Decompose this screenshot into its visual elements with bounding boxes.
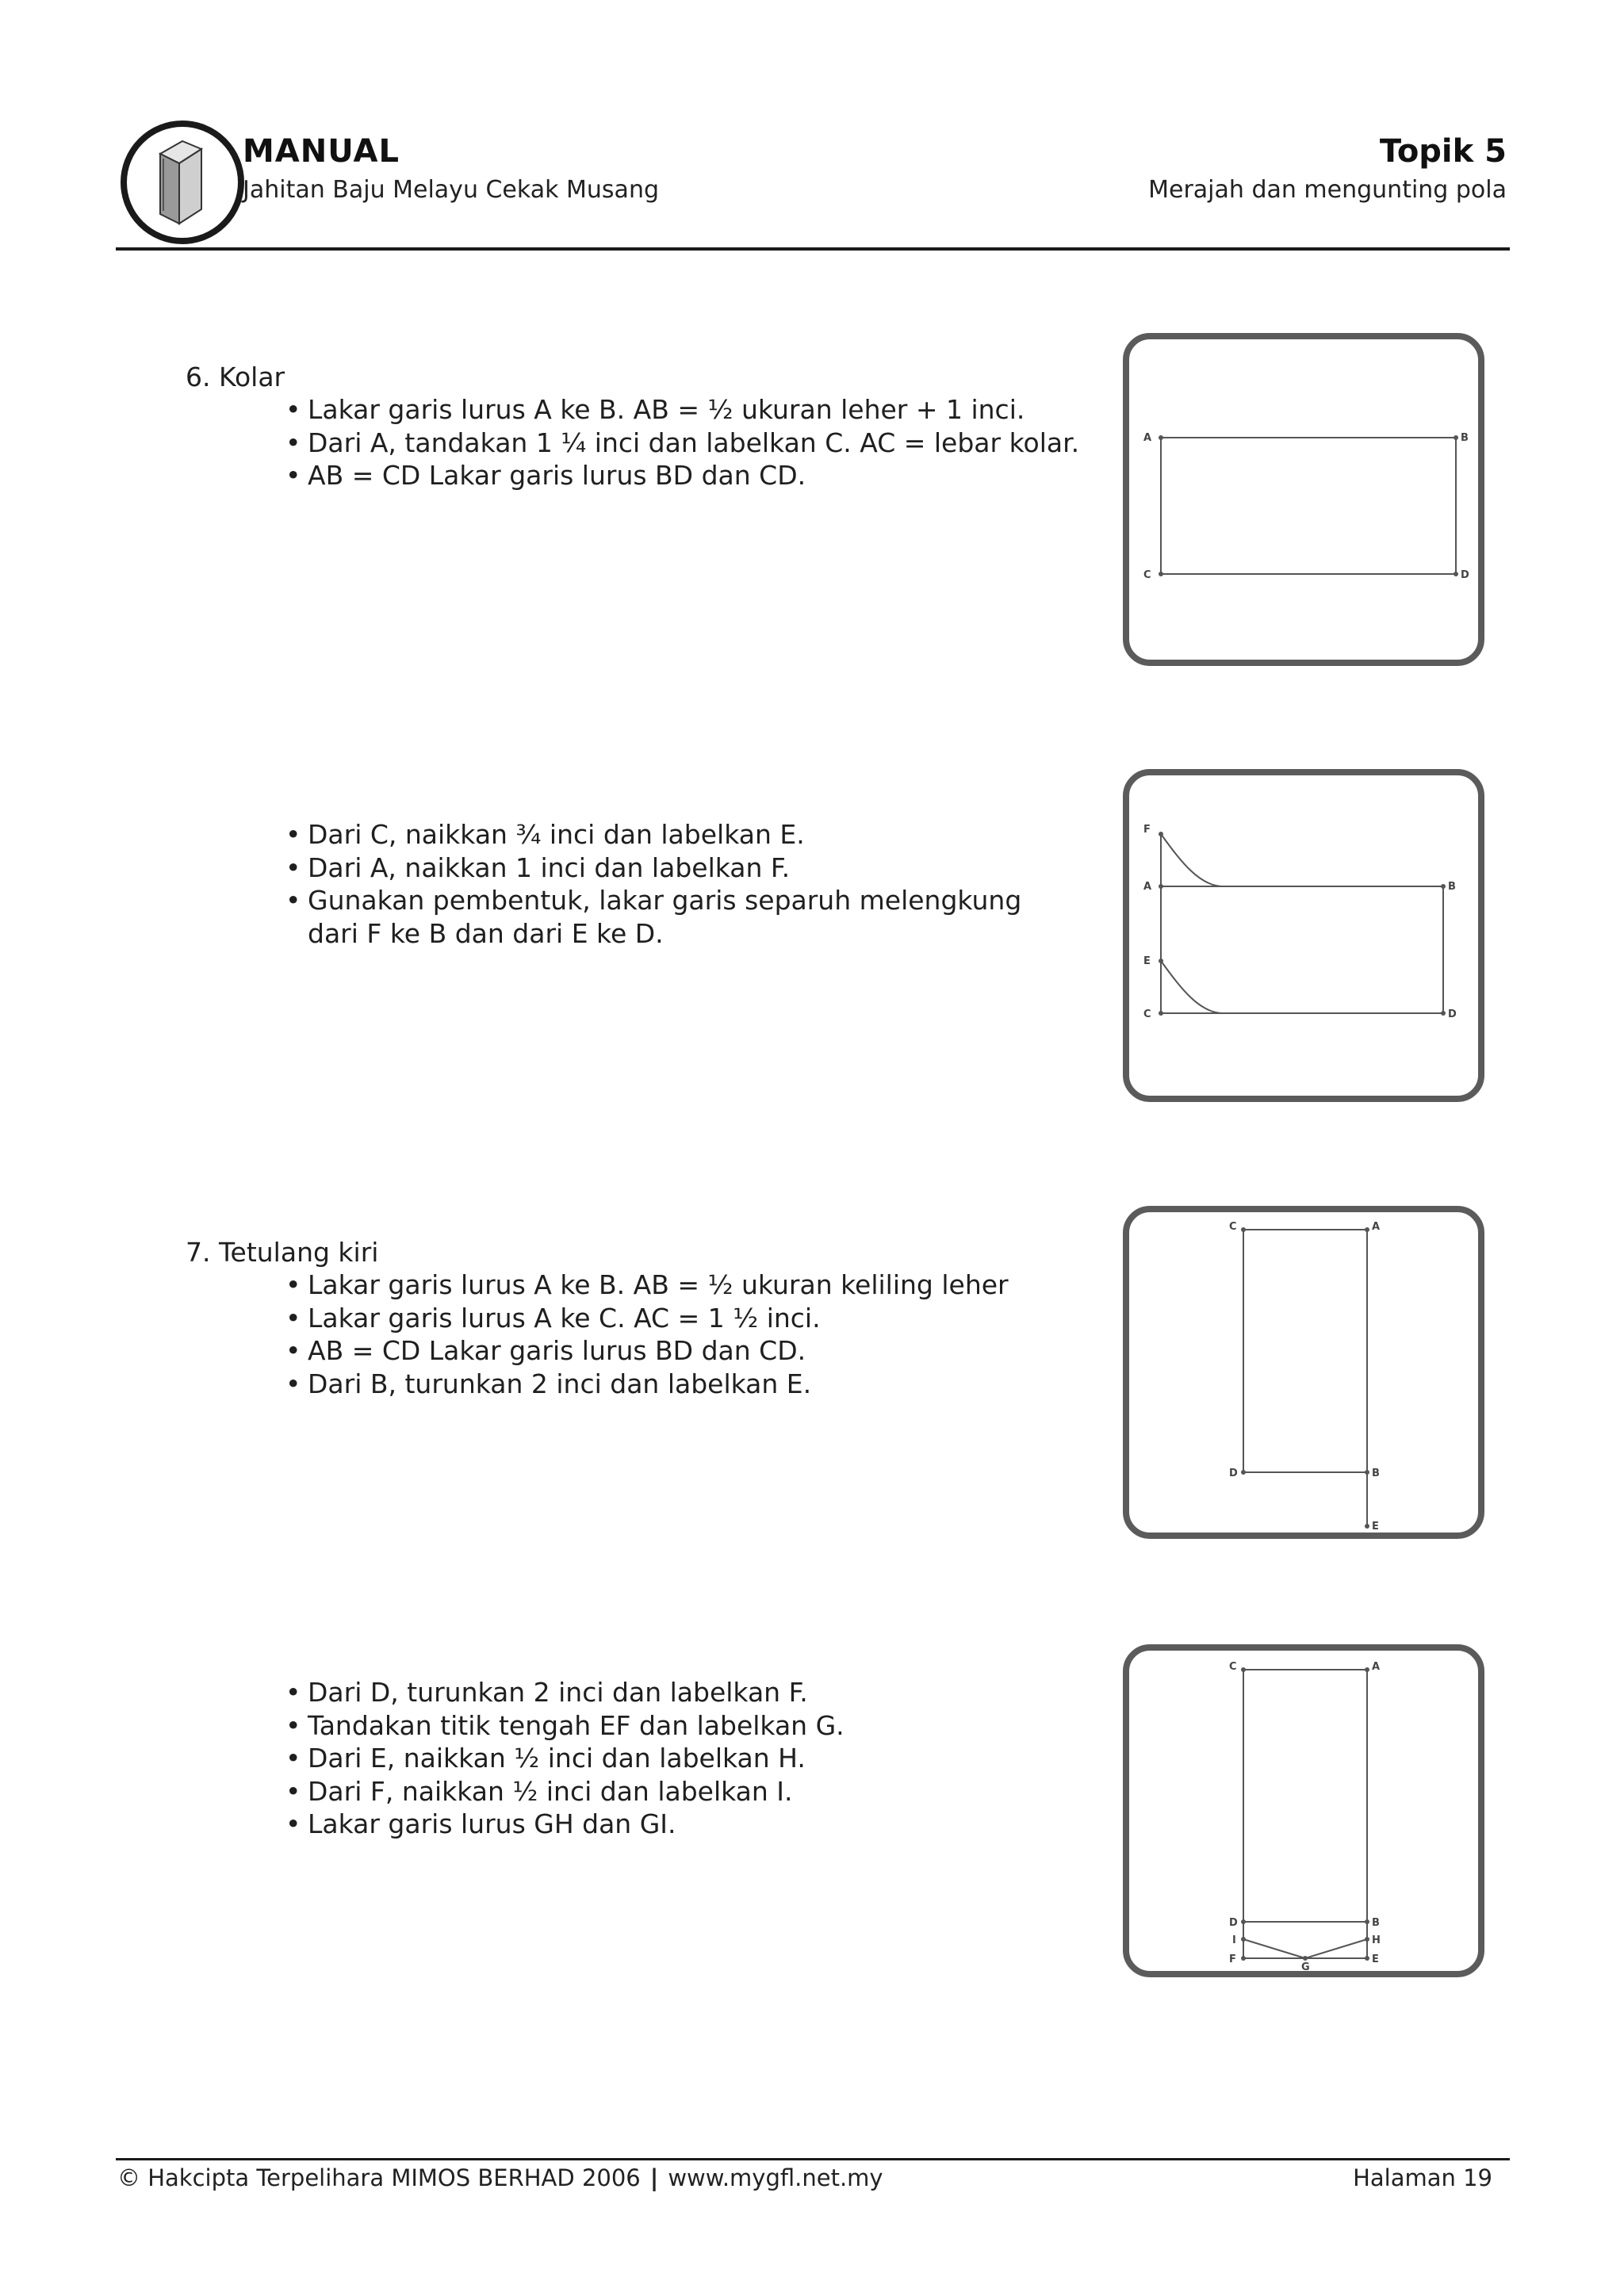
diagram-kolar-step-1: [1123, 333, 1484, 666]
list-item: • Dari F, naikkan ½ inci dan labelkan I.: [285, 1775, 845, 1808]
list-item: • Dari B, turunkan 2 inci dan labelkan E.: [285, 1368, 1009, 1401]
point-label: A: [1143, 881, 1152, 893]
section-title-tetulang-kiri: 7. Tetulang kiri: [186, 1237, 379, 1268]
list-item: • Dari A, tandakan 1 ¼ inci dan labelkan C. AC = lebar kolar.: [285, 427, 1079, 460]
list-item: • Dari E, naikkan ½ inci dan labelkan H.: [285, 1742, 845, 1775]
footer-copyright: [117, 2164, 883, 2191]
footer-divider: [116, 2158, 1510, 2160]
point-label: F: [1229, 1954, 1236, 1965]
point-label: D: [1461, 569, 1469, 581]
point-label: D: [1229, 1468, 1238, 1479]
topic-subtitle: Merajah dan mengunting pola: [1148, 176, 1507, 204]
list-item: • Tandakan titik tengah EF dan labelkan G.: [285, 1709, 845, 1743]
point-label: I: [1232, 1934, 1236, 1946]
list-item: • Lakar garis lurus A ke B. AB = ½ ukuran leher + 1 inci.: [285, 393, 1079, 427]
list-item: • Dari C, naikkan ¾ inci dan labelkan E.: [285, 818, 1021, 851]
manual-title: MANUAL: [243, 133, 400, 170]
header-divider: [116, 247, 1510, 251]
list-item: • Dari A, naikkan 1 inci dan labelkan F.: [285, 851, 1021, 885]
point-label: E: [1143, 955, 1151, 967]
point-label: B: [1372, 1468, 1380, 1479]
diagram-kolar-step-2: [1123, 769, 1484, 1102]
point-label: A: [1372, 1221, 1381, 1233]
list-item: dari F ke B dan dari E ke D.: [308, 917, 664, 949]
list-item: • AB = CD Lakar garis lurus BD dan CD.: [285, 459, 1079, 492]
copyright-text: © Hakcipta Terpelihara MIMOS BERHAD 2006: [117, 2164, 641, 2191]
instruction-list-tetulang-1: [285, 1269, 1009, 1400]
point-label: F: [1143, 824, 1151, 836]
list-item: • Gunakan pembentuk, lakar garis separuh melengkung: [285, 884, 1021, 917]
point-label: D: [1229, 1917, 1238, 1929]
point-label: E: [1372, 1521, 1379, 1533]
instruction-list-kolar-2: [285, 818, 1021, 950]
point-label: D: [1448, 1008, 1457, 1020]
topic-title: Topik 5: [1379, 133, 1507, 170]
list-item: • Lakar garis lurus A ke B. AB = ½ ukuran keliling leher: [285, 1269, 1009, 1302]
manual-logo: [121, 121, 244, 244]
diagram-tetulang-step-1: [1123, 1206, 1484, 1539]
point-label: E: [1372, 1954, 1379, 1965]
point-label: A: [1372, 1661, 1381, 1673]
point-label: C: [1229, 1221, 1237, 1233]
section-title-kolar: 6. Kolar: [186, 362, 285, 392]
manual-subtitle: Jahitan Baju Melayu Cekak Musang: [243, 176, 659, 204]
point-label: B: [1448, 881, 1456, 893]
instruction-list-kolar-1: [285, 393, 1079, 492]
book-icon: [127, 127, 238, 238]
list-item: • Lakar garis lurus GH dan GI.: [285, 1808, 845, 1841]
point-label: B: [1461, 432, 1469, 444]
list-item: • AB = CD Lakar garis lurus BD dan CD.: [285, 1334, 1009, 1368]
diagram-tetulang-step-2: [1123, 1644, 1484, 1977]
instruction-list-tetulang-2: [285, 1676, 845, 1841]
point-label: C: [1229, 1661, 1237, 1673]
point-label: G: [1301, 1961, 1310, 1971]
point-label: A: [1143, 432, 1152, 444]
point-label: H: [1372, 1934, 1381, 1946]
page-number: Halaman 19: [1353, 2164, 1492, 2191]
list-item: • Lakar garis lurus A ke C. AC = 1 ½ inci.: [285, 1302, 1009, 1335]
footer-separator: |: [649, 2164, 659, 2191]
point-label: B: [1372, 1917, 1380, 1929]
website-link[interactable]: www.mygfl.net.my: [668, 2164, 883, 2191]
point-label: C: [1143, 569, 1151, 581]
list-item: • Dari D, turunkan 2 inci dan labelkan F.: [285, 1676, 845, 1709]
point-label: C: [1143, 1008, 1151, 1020]
